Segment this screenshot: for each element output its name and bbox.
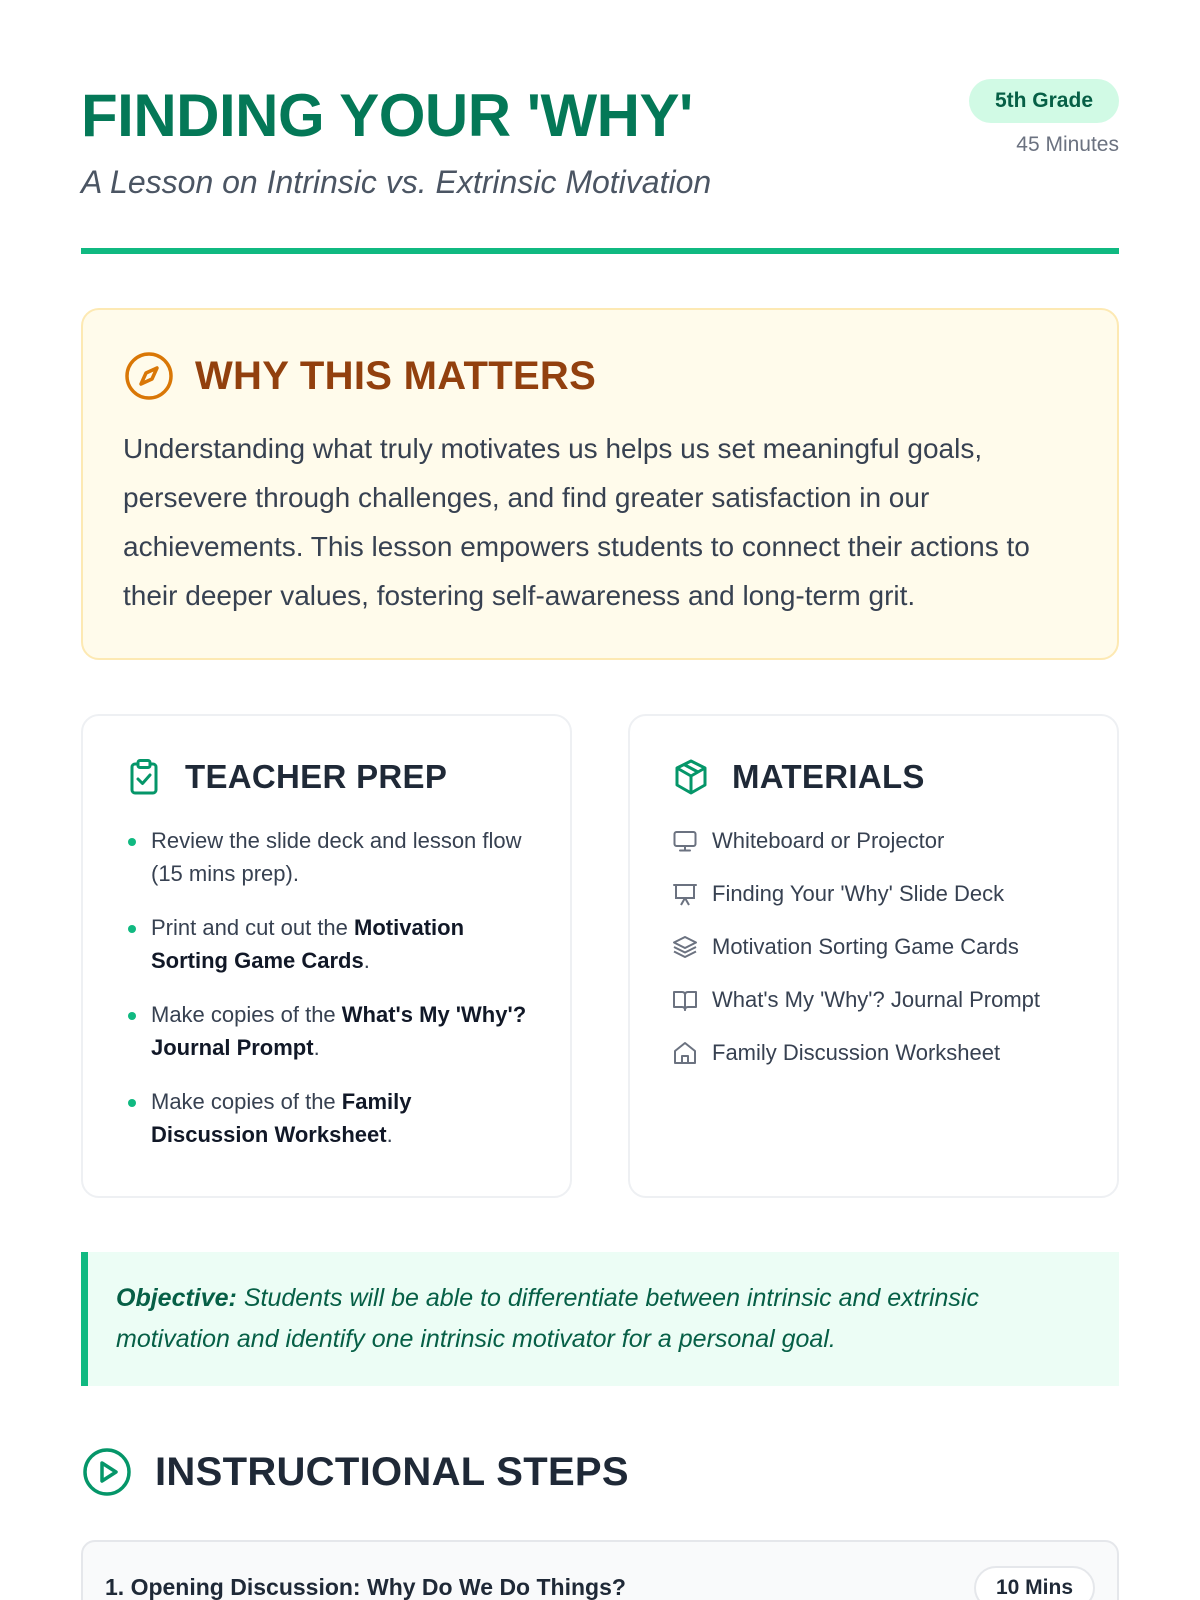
teacher-prep-header: [125, 758, 528, 796]
objective-text: [116, 1278, 1089, 1360]
steps-title: INSTRUCTIONAL STEPS: [155, 1449, 629, 1494]
monitor-icon: [672, 828, 698, 854]
duration-label: 45 Minutes: [1016, 133, 1119, 156]
list-item: [672, 930, 1075, 963]
material-label: Family Discussion Worksheet: [712, 1039, 1001, 1065]
bullet-dot: [128, 925, 136, 933]
cards-row: [81, 714, 1119, 1198]
clipboard-check-icon: [125, 758, 163, 796]
presentation-icon: [672, 881, 698, 907]
why-title: WHY THIS MATTERS: [195, 353, 597, 398]
prep-text: .: [363, 948, 370, 973]
box-icon: [672, 758, 710, 796]
teacher-prep-list: [125, 824, 528, 1151]
layers-icon: [672, 934, 698, 960]
objective-body: Students will be able to differentiate between intrinsic and extrinsic motivation and identify one intrinsic motivator for a personal goal.: [116, 1284, 979, 1353]
materials-card: [628, 714, 1119, 1198]
teacher-prep-title: TEACHER PREP: [185, 758, 448, 795]
home-icon: [672, 1040, 698, 1066]
prep-text: .: [386, 1122, 393, 1147]
play-circle-icon: [81, 1446, 133, 1498]
step-title: 1. Opening Discussion: Why Do We Do Things?: [105, 1574, 626, 1600]
prep-text: Make copies of the: [151, 1089, 342, 1114]
prep-text: .: [313, 1035, 320, 1060]
step-duration-badge: 10 Mins: [974, 1566, 1095, 1600]
list-item: [125, 1085, 528, 1151]
objective-label: Objective:: [116, 1284, 237, 1312]
list-item: [125, 824, 528, 890]
materials-title: MATERIALS: [732, 758, 925, 795]
why-header: [123, 350, 1077, 402]
materials-header: [672, 758, 1075, 796]
material-label: What's My 'Why'? Journal Prompt: [712, 986, 1041, 1012]
bullet-dot: [128, 838, 136, 846]
prep-bold: What's My 'Why'? Journal Prompt: [151, 1002, 527, 1060]
prep-bold: Motivation Sorting Game Cards: [151, 915, 465, 973]
grade-badge: 5th Grade: [969, 79, 1119, 123]
instructional-steps-header: [81, 1446, 1119, 1498]
prep-text: Print and cut out the: [151, 915, 355, 940]
list-item: [672, 877, 1075, 910]
list-item: [672, 983, 1075, 1016]
bullet-dot: [128, 1012, 136, 1020]
list-item: [672, 1036, 1075, 1069]
material-label: Finding Your 'Why' Slide Deck: [712, 880, 1005, 906]
list-item: [125, 911, 528, 977]
material-label: Motivation Sorting Game Cards: [712, 933, 1019, 959]
materials-list: [672, 824, 1075, 1069]
prep-text: Review the slide deck and lesson flow (15 mins prep).: [151, 828, 522, 886]
bullet-dot: [128, 1099, 136, 1107]
list-item: [125, 998, 528, 1064]
lesson-meta: [969, 79, 1119, 157]
step-card[interactable]: [81, 1540, 1119, 1600]
material-label: Whiteboard or Projector: [712, 827, 945, 853]
lesson-header: [81, 0, 1119, 254]
why-this-matters-box: [81, 308, 1119, 660]
teacher-prep-card: [81, 714, 572, 1198]
prep-bold: Family Discussion Worksheet: [151, 1089, 412, 1147]
why-text: Understanding what truly motivates us helps us set meaningful goals, persevere through challenges, and find greater satisfaction in our achievements. This lesson empowers students to connect their actions to their deeper values, fostering self-awareness and long-term grit.: [123, 433, 1030, 611]
page-subtitle: A Lesson on Intrinsic vs. Extrinsic Motivation: [81, 164, 712, 200]
prep-text: Make copies of the: [151, 1002, 342, 1027]
book-open-icon: [672, 987, 698, 1013]
list-item: [672, 824, 1075, 857]
compass-icon: [123, 350, 175, 402]
page-title: FINDING YOUR 'WHY': [81, 82, 693, 149]
objective-callout: [81, 1252, 1119, 1386]
